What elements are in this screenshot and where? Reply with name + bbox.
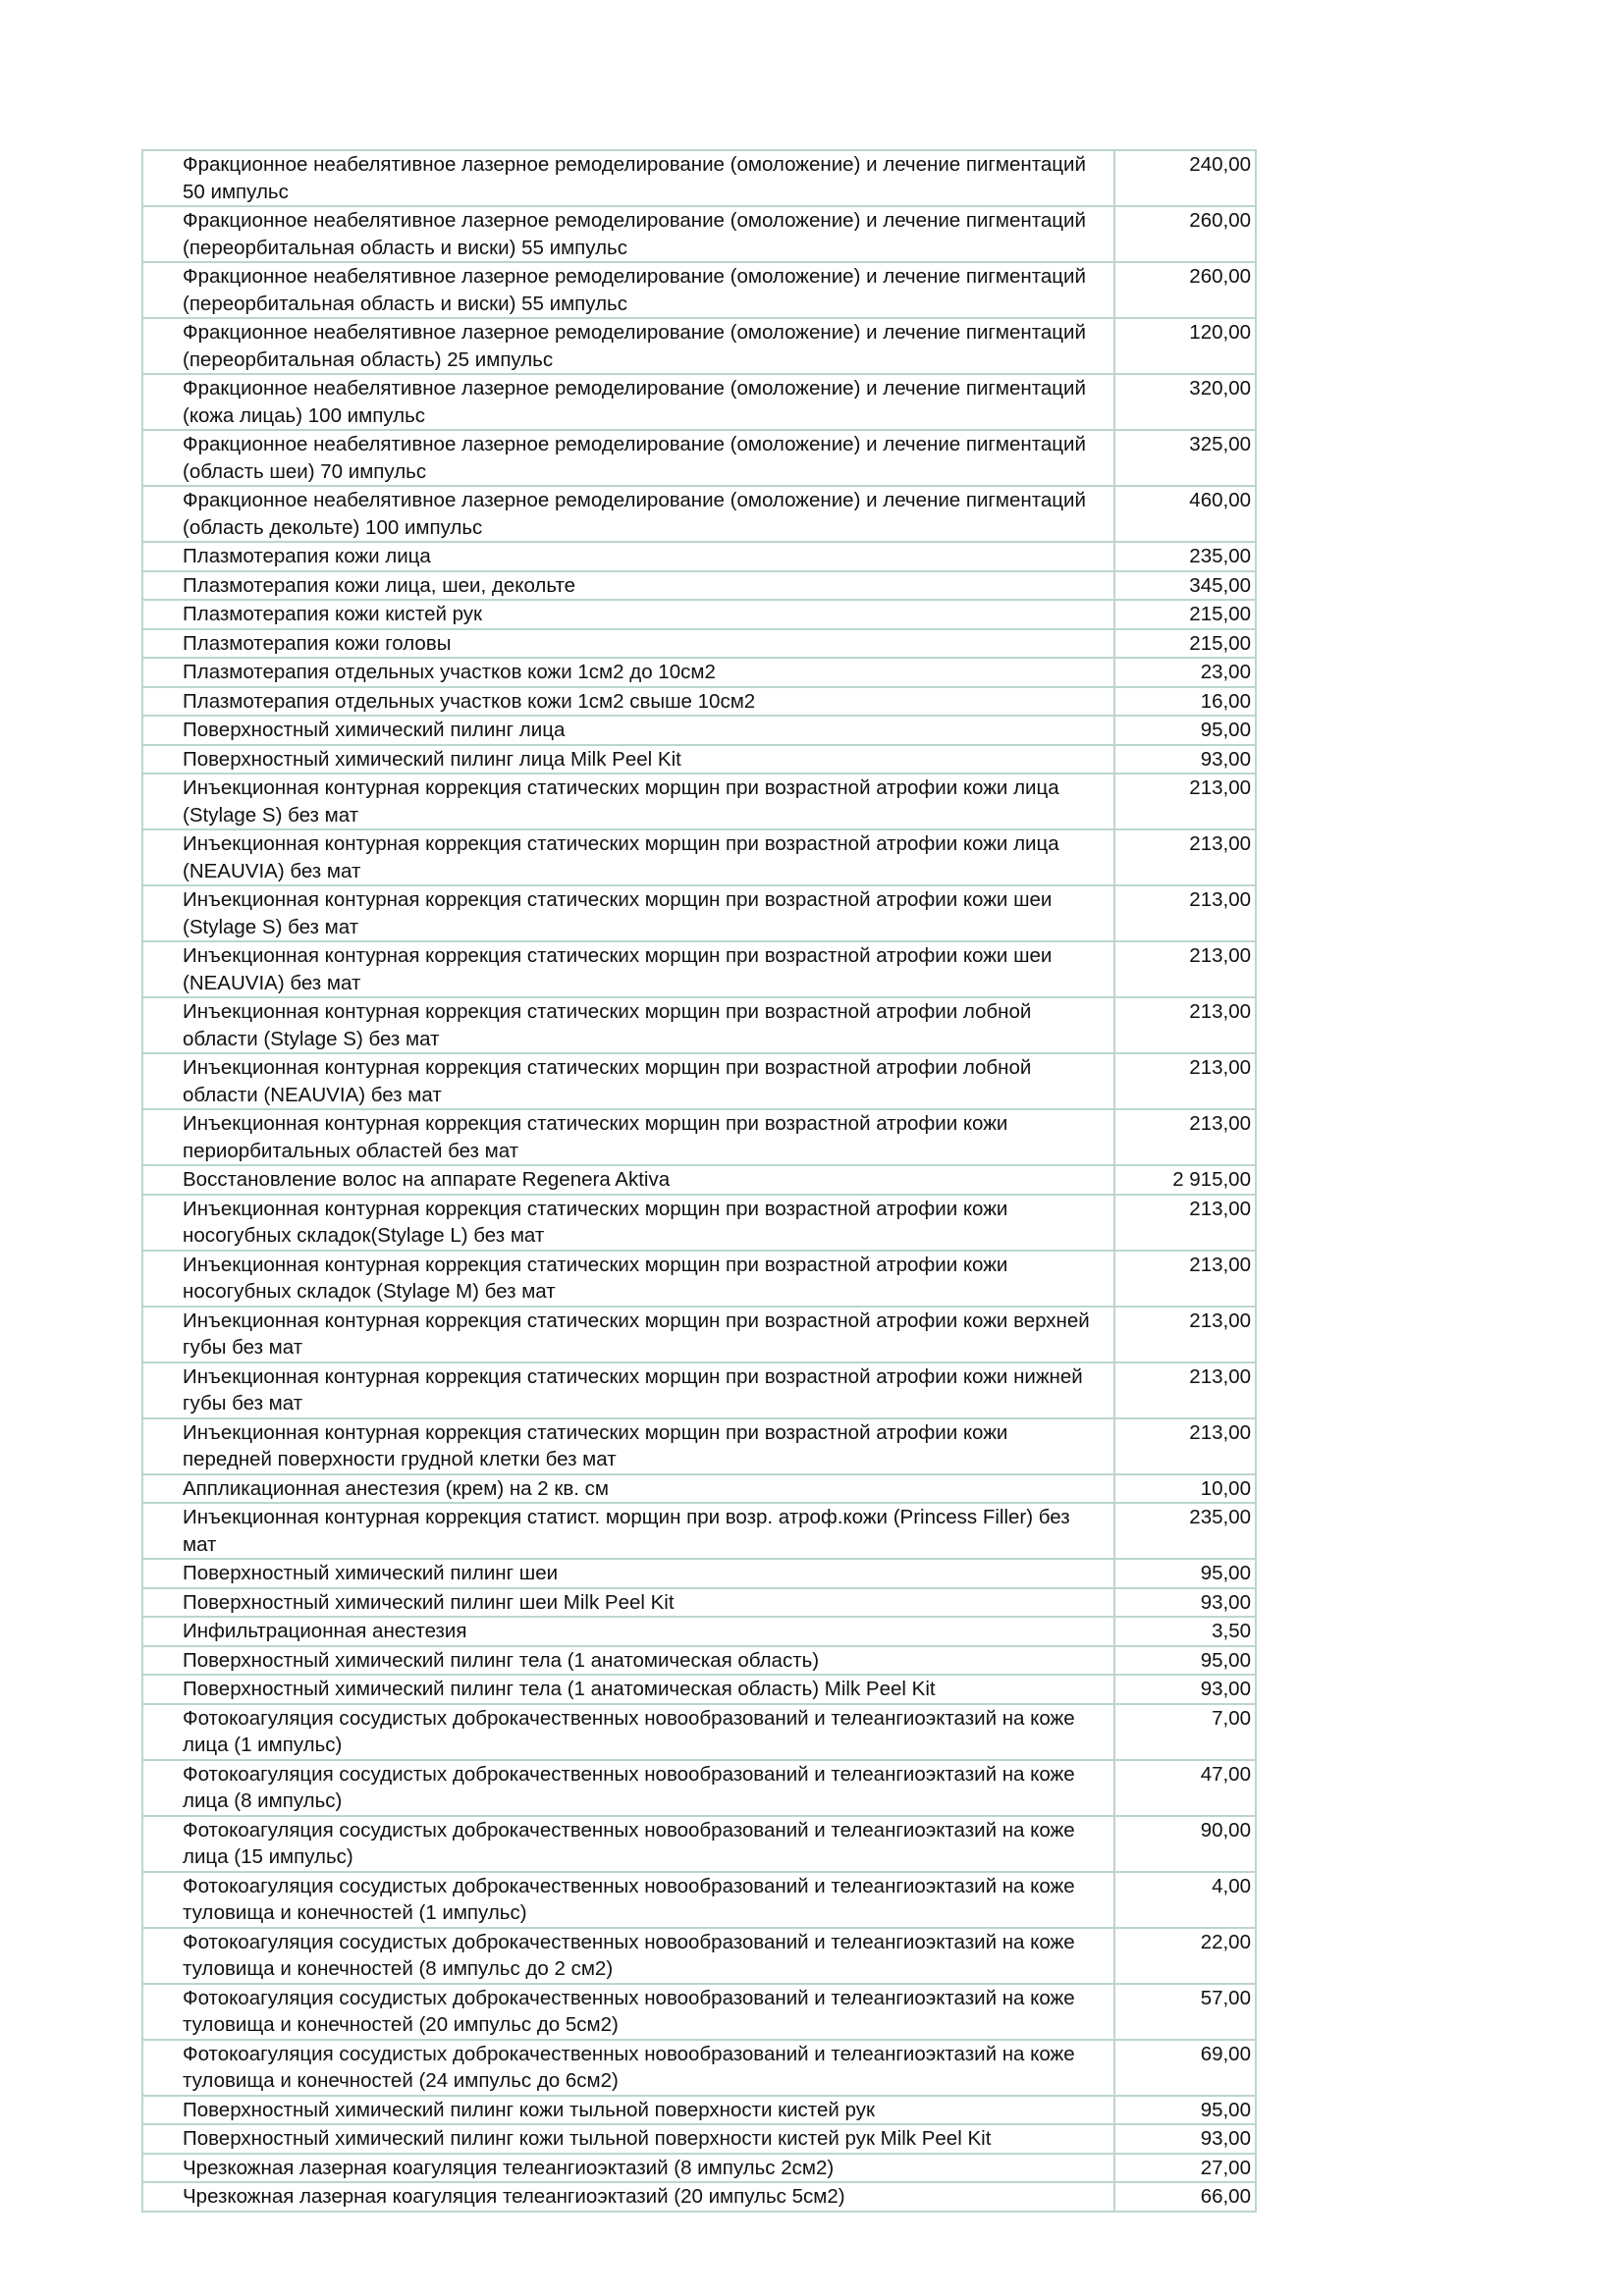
service-name: Инфильтрационная анестезия: [142, 1617, 1114, 1646]
table-row: [142, 1928, 1256, 1984]
table-row: [142, 1617, 1256, 1646]
table-row: [142, 997, 1256, 1053]
table-row: [142, 716, 1256, 745]
service-price: 260,00: [1114, 206, 1256, 262]
table-row: [142, 486, 1256, 542]
table-row: [142, 542, 1256, 571]
service-price: 345,00: [1114, 571, 1256, 601]
service-price: 215,00: [1114, 600, 1256, 629]
service-price: 213,00: [1114, 1362, 1256, 1418]
service-name: Фракционное неабелятивное лазерное ремоделирование (омоложение) и лечение пигментаций (область декольте) 100 импульс: [142, 486, 1114, 542]
service-name: Фотокоагуляция сосудистых доброкачественных новообразований и телеангиоэктазий на коже туловища и конечностей (20 импульс до 5см2): [142, 1984, 1114, 2040]
service-price: 66,00: [1114, 2182, 1256, 2212]
service-name: Плазмотерапия отдельных участков кожи 1см2 до 10см2: [142, 658, 1114, 687]
service-name: Инъекционная контурная коррекция статических морщин при возрастной атрофии кожи лица (NEAUVIA) без мат: [142, 829, 1114, 885]
service-price: 213,00: [1114, 1418, 1256, 1474]
table-row: [142, 1760, 1256, 1816]
service-price: 325,00: [1114, 430, 1256, 486]
table-row: [142, 1362, 1256, 1418]
table-row: [142, 2124, 1256, 2154]
service-name: Инъекционная контурная коррекция статических морщин при возрастной атрофии кожи периорбитальных областей без мат: [142, 1109, 1114, 1165]
service-name: Поверхностный химический пилинг тела (1 анатомическая область): [142, 1646, 1114, 1676]
table-row: [142, 1984, 1256, 2040]
table-row: [142, 2096, 1256, 2125]
service-price: 213,00: [1114, 1195, 1256, 1251]
service-name: Чрезкожная лазерная коагуляция телеангиоэктазий (20 импульс 5см2): [142, 2182, 1114, 2212]
table-row: [142, 1474, 1256, 1504]
table-row: [142, 1588, 1256, 1618]
table-row: [142, 687, 1256, 717]
service-name: Фотокоагуляция сосудистых доброкачественных новообразований и телеангиоэктазий на коже туловища и конечностей (24 импульс до 6см2): [142, 2040, 1114, 2096]
price-table: [141, 149, 1257, 2213]
service-price: 95,00: [1114, 2096, 1256, 2125]
service-name: Фотокоагуляция сосудистых доброкачественных новообразований и телеангиоэктазий на коже туловища и конечностей (8 импульс до 2 см2): [142, 1928, 1114, 1984]
table-row: [142, 600, 1256, 629]
service-name: Поверхностный химический пилинг шеи Milk Peel Kit: [142, 1588, 1114, 1618]
service-price: 235,00: [1114, 1503, 1256, 1559]
table-row: [142, 1195, 1256, 1251]
service-price: 22,00: [1114, 1928, 1256, 1984]
service-price: 90,00: [1114, 1816, 1256, 1872]
service-name: Плазмотерапия отдельных участков кожи 1см2 свыше 10см2: [142, 687, 1114, 717]
table-row: [142, 745, 1256, 774]
table-row: [142, 2154, 1256, 2183]
service-name: Поверхностный химический пилинг лица Milk Peel Kit: [142, 745, 1114, 774]
service-name: Восстановление волос на аппарате Regenera Aktiva: [142, 1165, 1114, 1195]
service-name: Плазмотерапия кожи головы: [142, 629, 1114, 659]
service-name: Фотокоагуляция сосудистых доброкачественных новообразований и телеангиоэктазий на коже лица (8 импульс): [142, 1760, 1114, 1816]
service-name: Плазмотерапия кожи лица: [142, 542, 1114, 571]
service-name: Плазмотерапия кожи кистей рук: [142, 600, 1114, 629]
service-name: Фотокоагуляция сосудистых доброкачественных новообразований и телеангиоэктазий на коже лица (15 импульс): [142, 1816, 1114, 1872]
table-row: [142, 1816, 1256, 1872]
service-name: Инъекционная контурная коррекция статических морщин при возрастной атрофии кожи нижней губы без мат: [142, 1362, 1114, 1418]
service-name: Аппликационная анестезия (крем) на 2 кв. см: [142, 1474, 1114, 1504]
service-price: 260,00: [1114, 262, 1256, 318]
service-name: Фотокоагуляция сосудистых доброкачественных новообразований и телеангиоэктазий на коже лица (1 импульс): [142, 1704, 1114, 1760]
service-price: 7,00: [1114, 1704, 1256, 1760]
service-price: 213,00: [1114, 1109, 1256, 1165]
table-row: [142, 1872, 1256, 1928]
table-row: [142, 658, 1256, 687]
table-row: [142, 629, 1256, 659]
service-price: 2 915,00: [1114, 1165, 1256, 1195]
service-price: 213,00: [1114, 1053, 1256, 1109]
service-price: 69,00: [1114, 2040, 1256, 2096]
table-row: [142, 2182, 1256, 2212]
service-price: 95,00: [1114, 1646, 1256, 1676]
service-price: 23,00: [1114, 658, 1256, 687]
service-price: 93,00: [1114, 1675, 1256, 1704]
service-price: 213,00: [1114, 941, 1256, 997]
table-row: [142, 262, 1256, 318]
table-row: [142, 150, 1256, 206]
table-row: [142, 941, 1256, 997]
service-name: Плазмотерапия кожи лица, шеи, декольте: [142, 571, 1114, 601]
table-row: [142, 1165, 1256, 1195]
service-price: 10,00: [1114, 1474, 1256, 1504]
service-price: 213,00: [1114, 829, 1256, 885]
service-price: 4,00: [1114, 1872, 1256, 1928]
service-price: 93,00: [1114, 2124, 1256, 2154]
service-name: Инъекционная контурная коррекция статических морщин при возрастной атрофии кожи шеи (Stylage S) без мат: [142, 885, 1114, 941]
service-name: Инъекционная контурная коррекция статист. морщин при возр. атроф.кожи (Princess Filler) без мат: [142, 1503, 1114, 1559]
service-name: Поверхностный химический пилинг лица: [142, 716, 1114, 745]
service-price: 215,00: [1114, 629, 1256, 659]
service-price: 27,00: [1114, 2154, 1256, 2183]
service-price: 3,50: [1114, 1617, 1256, 1646]
service-price: 95,00: [1114, 1559, 1256, 1588]
table-row: [142, 1646, 1256, 1676]
service-name: Инъекционная контурная коррекция статических морщин при возрастной атрофии кожи шеи (NEAUVIA) без мат: [142, 941, 1114, 997]
service-name: Фракционное неабелятивное лазерное ремоделирование (омоложение) и лечение пигментаций 50 импульс: [142, 150, 1114, 206]
service-name: Фракционное неабелятивное лазерное ремоделирование (омоложение) и лечение пигментаций (переорбитальная область) 25 импульс: [142, 318, 1114, 374]
service-name: Фракционное неабелятивное лазерное ремоделирование (омоложение) и лечение пигментаций (кожа лицаь) 100 импульс: [142, 374, 1114, 430]
service-name: Поверхностный химический пилинг шеи: [142, 1559, 1114, 1588]
table-row: [142, 1053, 1256, 1109]
service-price: 213,00: [1114, 997, 1256, 1053]
service-price: 213,00: [1114, 1251, 1256, 1307]
table-row: [142, 774, 1256, 829]
service-name: Фракционное неабелятивное лазерное ремоделирование (омоложение) и лечение пигментаций (область шеи) 70 импульс: [142, 430, 1114, 486]
price-table-body: [142, 150, 1256, 2212]
service-price: 213,00: [1114, 1307, 1256, 1362]
table-row: [142, 1418, 1256, 1474]
table-row: [142, 1251, 1256, 1307]
service-price: 213,00: [1114, 885, 1256, 941]
service-name: Инъекционная контурная коррекция статических морщин при возрастной атрофии кожи носогубных складок (Stylage M) без мат: [142, 1251, 1114, 1307]
table-row: [142, 829, 1256, 885]
service-name: Инъекционная контурная коррекция статических морщин при возрастной атрофии кожи верхней губы без мат: [142, 1307, 1114, 1362]
table-row: [142, 1704, 1256, 1760]
service-price: 93,00: [1114, 745, 1256, 774]
service-price: 57,00: [1114, 1984, 1256, 2040]
service-price: 320,00: [1114, 374, 1256, 430]
service-price: 95,00: [1114, 716, 1256, 745]
service-price: 240,00: [1114, 150, 1256, 206]
service-price: 235,00: [1114, 542, 1256, 571]
service-price: 213,00: [1114, 774, 1256, 829]
table-row: [142, 318, 1256, 374]
service-price: 47,00: [1114, 1760, 1256, 1816]
service-price: 120,00: [1114, 318, 1256, 374]
service-name: Поверхностный химический пилинг тела (1 анатомическая область) Milk Peel Kit: [142, 1675, 1114, 1704]
service-name: Инъекционная контурная коррекция статических морщин при возрастной атрофии кожи носогубных складок(Stylage L) без мат: [142, 1195, 1114, 1251]
table-row: [142, 1109, 1256, 1165]
service-name: Поверхностный химический пилинг кожи тыльной поверхности кистей рук: [142, 2096, 1114, 2125]
service-name: Фракционное неабелятивное лазерное ремоделирование (омоложение) и лечение пигментаций (переорбитальная область и виски) 55 импульс: [142, 206, 1114, 262]
service-price: 93,00: [1114, 1588, 1256, 1618]
service-price: 460,00: [1114, 486, 1256, 542]
table-row: [142, 571, 1256, 601]
service-name: Чрезкожная лазерная коагуляция телеангиоэктазий (8 импульс 2см2): [142, 2154, 1114, 2183]
table-row: [142, 2040, 1256, 2096]
service-name: Фотокоагуляция сосудистых доброкачественных новообразований и телеангиоэктазий на коже туловища и конечностей (1 импульс): [142, 1872, 1114, 1928]
service-name: Инъекционная контурная коррекция статических морщин при возрастной атрофии лобной области (NEAUVIA) без мат: [142, 1053, 1114, 1109]
table-row: [142, 430, 1256, 486]
table-row: [142, 885, 1256, 941]
service-name: Фракционное неабелятивное лазерное ремоделирование (омоложение) и лечение пигментаций (переорбитальная область и виски) 55 импульс: [142, 262, 1114, 318]
service-name: Инъекционная контурная коррекция статических морщин при возрастной атрофии лобной области (Stylage S) без мат: [142, 997, 1114, 1053]
service-name: Инъекционная контурная коррекция статических морщин при возрастной атрофии кожи передней поверхности грудной клетки без мат: [142, 1418, 1114, 1474]
service-name: Поверхностный химический пилинг кожи тыльной поверхности кистей рук Milk Peel Kit: [142, 2124, 1114, 2154]
service-price: 16,00: [1114, 687, 1256, 717]
table-row: [142, 374, 1256, 430]
service-name: Инъекционная контурная коррекция статических морщин при возрастной атрофии кожи лица (Stylage S) без мат: [142, 774, 1114, 829]
table-row: [142, 1307, 1256, 1362]
table-row: [142, 1559, 1256, 1588]
table-row: [142, 206, 1256, 262]
table-row: [142, 1675, 1256, 1704]
table-row: [142, 1503, 1256, 1559]
